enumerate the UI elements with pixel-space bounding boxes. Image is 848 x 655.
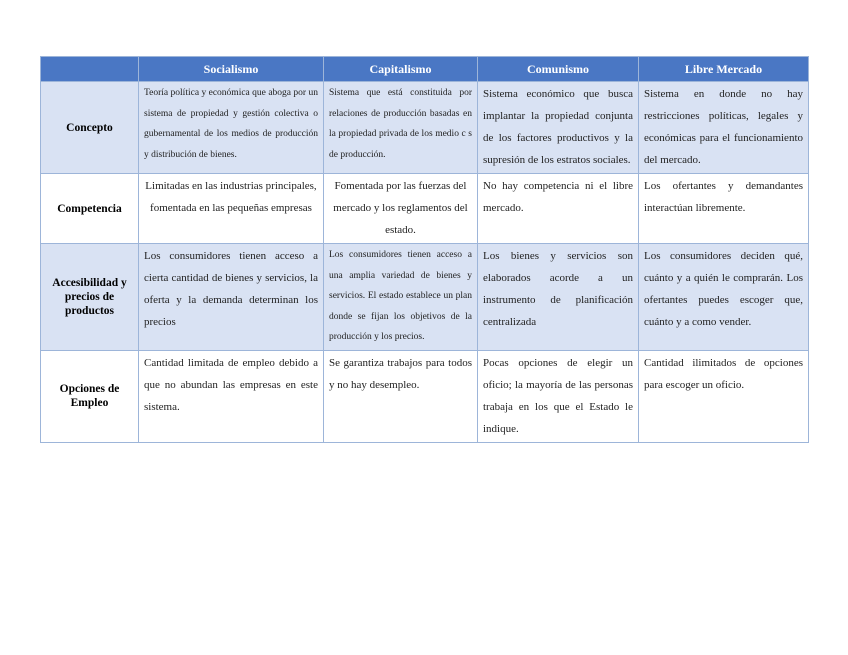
cell-empleo-socialismo: Cantidad limitada de empleo debido a que no abundan las empresas en este sistema. — [139, 350, 324, 442]
header-comunismo: Comunismo — [478, 57, 639, 82]
header-corner — [41, 57, 139, 82]
cell-accesibilidad-comunismo: Los bienes y servicios son elaborados acorde a un instrumento de planificación centralizada — [478, 244, 639, 351]
header-row — [41, 57, 809, 82]
cell-empleo-libre-mercado: Cantidad ilimitados de opciones para escoger un oficio. — [639, 350, 809, 442]
header-socialismo: Socialismo — [139, 57, 324, 82]
cell-accesibilidad-libre-mercado: Los consumidores deciden qué, cuánto y a quién le comprarán. Los ofertantes puedes escoger que, cuánto y a como vender. — [639, 244, 809, 351]
cell-concepto-libre-mercado: Sistema en donde no hay restricciones políticas, legales y económicas para el funcionamiento del mercado. — [639, 82, 809, 174]
cell-competencia-libre-mercado: Los ofertantes y demandantes interactúan libremente. — [639, 174, 809, 244]
row-label-concepto: Concepto — [41, 82, 139, 174]
comparison-table — [40, 56, 809, 443]
cell-competencia-socialismo: Limitadas en las industrias principales, fomentada en las pequeñas empresas — [139, 174, 324, 244]
cell-competencia-capitalismo: Fomentada por las fuerzas del mercado y los reglamentos del estado. — [324, 174, 478, 244]
cell-concepto-comunismo: Sistema económico que busca implantar la propiedad conjunta de los factores productivos y la supresión de los estratos sociales. — [478, 82, 639, 174]
cell-empleo-capitalismo: Se garantiza trabajos para todos y no hay desempleo. — [324, 350, 478, 442]
cell-accesibilidad-capitalismo: Los consumidores tienen acceso a una amplia variedad de bienes y servicios. El estado establece un plan donde se fijan los objetivos de la producción y los precios. — [324, 244, 478, 351]
row-label-accesibilidad: Accesibilidad y precios de productos — [41, 244, 139, 351]
cell-accesibilidad-socialismo: Los consumidores tienen acceso a cierta cantidad de bienes y servicios, la oferta y la demanda determinan los precios — [139, 244, 324, 351]
row-label-competencia: Competencia — [41, 174, 139, 244]
row-concepto — [41, 82, 809, 174]
cell-concepto-socialismo: Teoría política y económica que aboga por un sistema de propiedad y gestión colectiva o gubernamental de los medios de producción y distribución de bienes. — [139, 82, 324, 174]
cell-concepto-capitalismo: Sistema que está constituida por relaciones de producción basadas en la propiedad privada de los medio c s de producción. — [324, 82, 478, 174]
header-capitalismo: Capitalismo — [324, 57, 478, 82]
row-opciones-empleo — [41, 350, 809, 442]
cell-empleo-comunismo: Pocas opciones de elegir un oficio; la mayoría de las personas trabaja en los que el Estado le indique. — [478, 350, 639, 442]
row-accesibilidad — [41, 244, 809, 351]
header-libre-mercado: Libre Mercado — [639, 57, 809, 82]
row-competencia — [41, 174, 809, 244]
cell-competencia-comunismo: No hay competencia ni el libre mercado. — [478, 174, 639, 244]
row-label-opciones-empleo: Opciones de Empleo — [41, 350, 139, 442]
